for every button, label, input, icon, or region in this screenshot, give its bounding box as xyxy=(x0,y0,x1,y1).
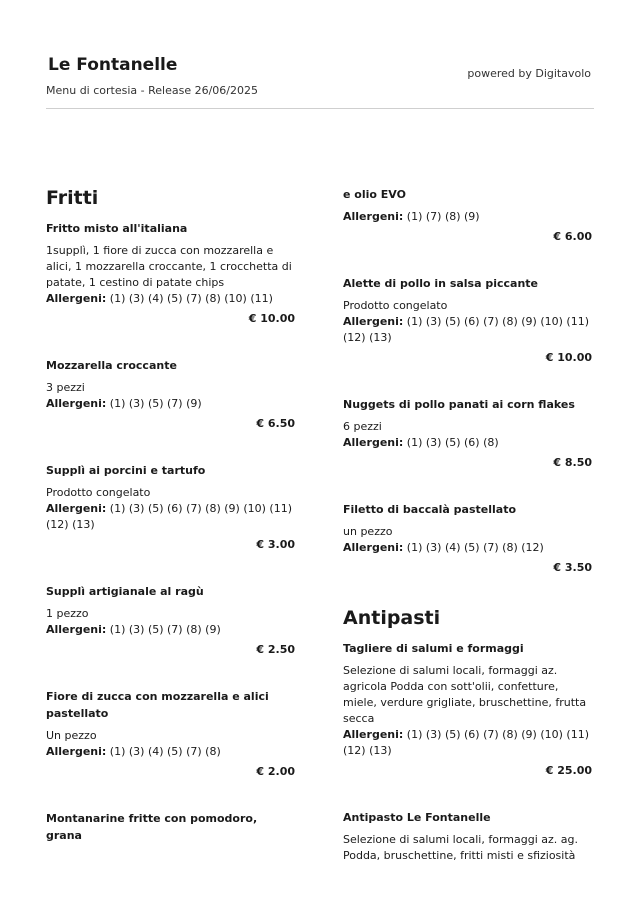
menu-item xyxy=(46,357,295,432)
allergens-list: (1) (3) (5) (6) (7) (8) (9) (10) (11) (12) (13) xyxy=(46,502,292,531)
item-description: 1 pezzo xyxy=(46,607,89,620)
restaurant-title: Le Fontanelle xyxy=(48,55,178,75)
allergens-label: Allergeni: xyxy=(46,745,107,758)
item-name: Fiore di zucca con mozzarella e alici pastellato xyxy=(46,690,269,720)
item-allergens xyxy=(343,540,592,556)
item-allergens xyxy=(46,291,295,307)
menu-item xyxy=(46,688,295,780)
menu-item xyxy=(46,583,295,658)
menu-item xyxy=(343,396,592,471)
item-price: € 6.50 xyxy=(256,417,295,430)
item-allergens xyxy=(46,744,295,760)
item-name: Supplì ai porcini e tartufo xyxy=(46,464,206,477)
allergens-label: Allergeni: xyxy=(46,623,107,636)
allergens-list: (1) (3) (4) (5) (7) (8) (12) xyxy=(406,541,544,554)
menu-item xyxy=(46,462,295,553)
item-description: un pezzo xyxy=(343,525,393,538)
item-allergens xyxy=(343,209,592,225)
item-price: € 8.50 xyxy=(553,456,592,469)
menu-item xyxy=(343,809,592,864)
item-allergens xyxy=(343,314,592,346)
item-price: € 3.00 xyxy=(256,538,295,551)
item-description: 6 pezzi xyxy=(343,420,382,433)
item-name: Montanarine fritte con pomodoro, grana xyxy=(46,812,258,842)
allergens-list: (1) (3) (4) (5) (7) (8) (10) (11) xyxy=(109,292,273,305)
item-name: Filetto di baccalà pastellato xyxy=(343,503,517,516)
item-price: € 10.00 xyxy=(545,351,592,364)
allergens-list: (1) (7) (8) (9) xyxy=(406,210,480,223)
item-price: € 10.00 xyxy=(248,312,295,325)
allergens-label: Allergeni: xyxy=(46,502,107,515)
allergens-list: (1) (3) (5) (7) (8) (9) xyxy=(109,623,221,636)
item-allergens xyxy=(46,396,295,412)
item-description: 3 pezzi xyxy=(46,381,85,394)
allergens-label: Allergeni: xyxy=(343,210,404,223)
item-name: Antipasto Le Fontanelle xyxy=(343,811,491,824)
allergens-list: (1) (3) (5) (6) (8) xyxy=(406,436,499,449)
item-name: Supplì artigianale al ragù xyxy=(46,585,204,598)
item-price: € 6.00 xyxy=(553,230,592,243)
allergens-label: Allergeni: xyxy=(46,292,107,305)
section-title-antipasti: Antipasti xyxy=(343,607,441,629)
header-divider xyxy=(46,108,594,109)
menu-subtitle: Menu di cortesia - Release 26/06/2025 xyxy=(46,84,258,97)
menu-item xyxy=(343,275,592,366)
item-name: Alette di pollo in salsa piccante xyxy=(343,277,539,290)
item-description: 1supplì, 1 fiore di zucca con mozzarella e alici, 1 mozzarella croccante, 1 crocchetta di patate, 1 cestino di patate chips xyxy=(46,244,292,289)
menu-item xyxy=(46,810,295,844)
item-allergens xyxy=(46,622,295,638)
item-name: e olio EVO xyxy=(343,188,406,201)
allergens-label: Allergeni: xyxy=(343,315,404,328)
item-description: Prodotto congelato xyxy=(46,486,151,499)
allergens-list: (1) (3) (5) (6) (7) (8) (9) (10) (11) (12) (13) xyxy=(343,728,589,757)
allergens-label: Allergeni: xyxy=(46,397,107,410)
allergens-label: Allergeni: xyxy=(343,728,404,741)
item-description: Prodotto congelato xyxy=(343,299,448,312)
item-description: Selezione di salumi locali, formaggi az. agricola Podda con sott'olii, confetture, miele, verdure grigliate, bruschettine, frutta secca xyxy=(343,664,587,725)
allergens-list: (1) (3) (5) (6) (7) (8) (9) (10) (11) (12) (13) xyxy=(343,315,589,344)
item-price: € 3.50 xyxy=(553,561,592,574)
item-name: Fritto misto all'italiana xyxy=(46,222,188,235)
item-price: € 2.00 xyxy=(256,765,295,778)
left-column xyxy=(46,186,295,874)
item-name: Tagliere di salumi e formaggi xyxy=(343,642,524,655)
menu-item xyxy=(46,220,295,327)
allergens-list: (1) (3) (4) (5) (7) (8) xyxy=(109,745,221,758)
item-name: Nuggets di pollo panati ai corn flakes xyxy=(343,398,575,411)
item-allergens xyxy=(343,727,592,759)
item-name: Mozzarella croccante xyxy=(46,359,177,372)
section-title-fritti: Fritti xyxy=(46,187,99,209)
item-allergens xyxy=(343,435,592,451)
allergens-label: Allergeni: xyxy=(343,541,404,554)
allergens-list: (1) (3) (5) (7) (9) xyxy=(109,397,202,410)
item-price: € 2.50 xyxy=(256,643,295,656)
powered-by: powered by Digitavolo xyxy=(467,67,591,80)
item-price: € 25.00 xyxy=(545,764,592,777)
item-allergens xyxy=(46,501,295,533)
item-description: Selezione di salumi locali, formaggi az. ag. Podda, bruschettine, fritti misti e sfiziosità xyxy=(343,833,578,862)
item-description: Un pezzo xyxy=(46,729,97,742)
allergens-label: Allergeni: xyxy=(343,436,404,449)
menu-item xyxy=(343,501,592,576)
menu-item xyxy=(343,640,592,779)
right-column xyxy=(343,186,592,894)
menu-item-continued xyxy=(343,186,592,245)
